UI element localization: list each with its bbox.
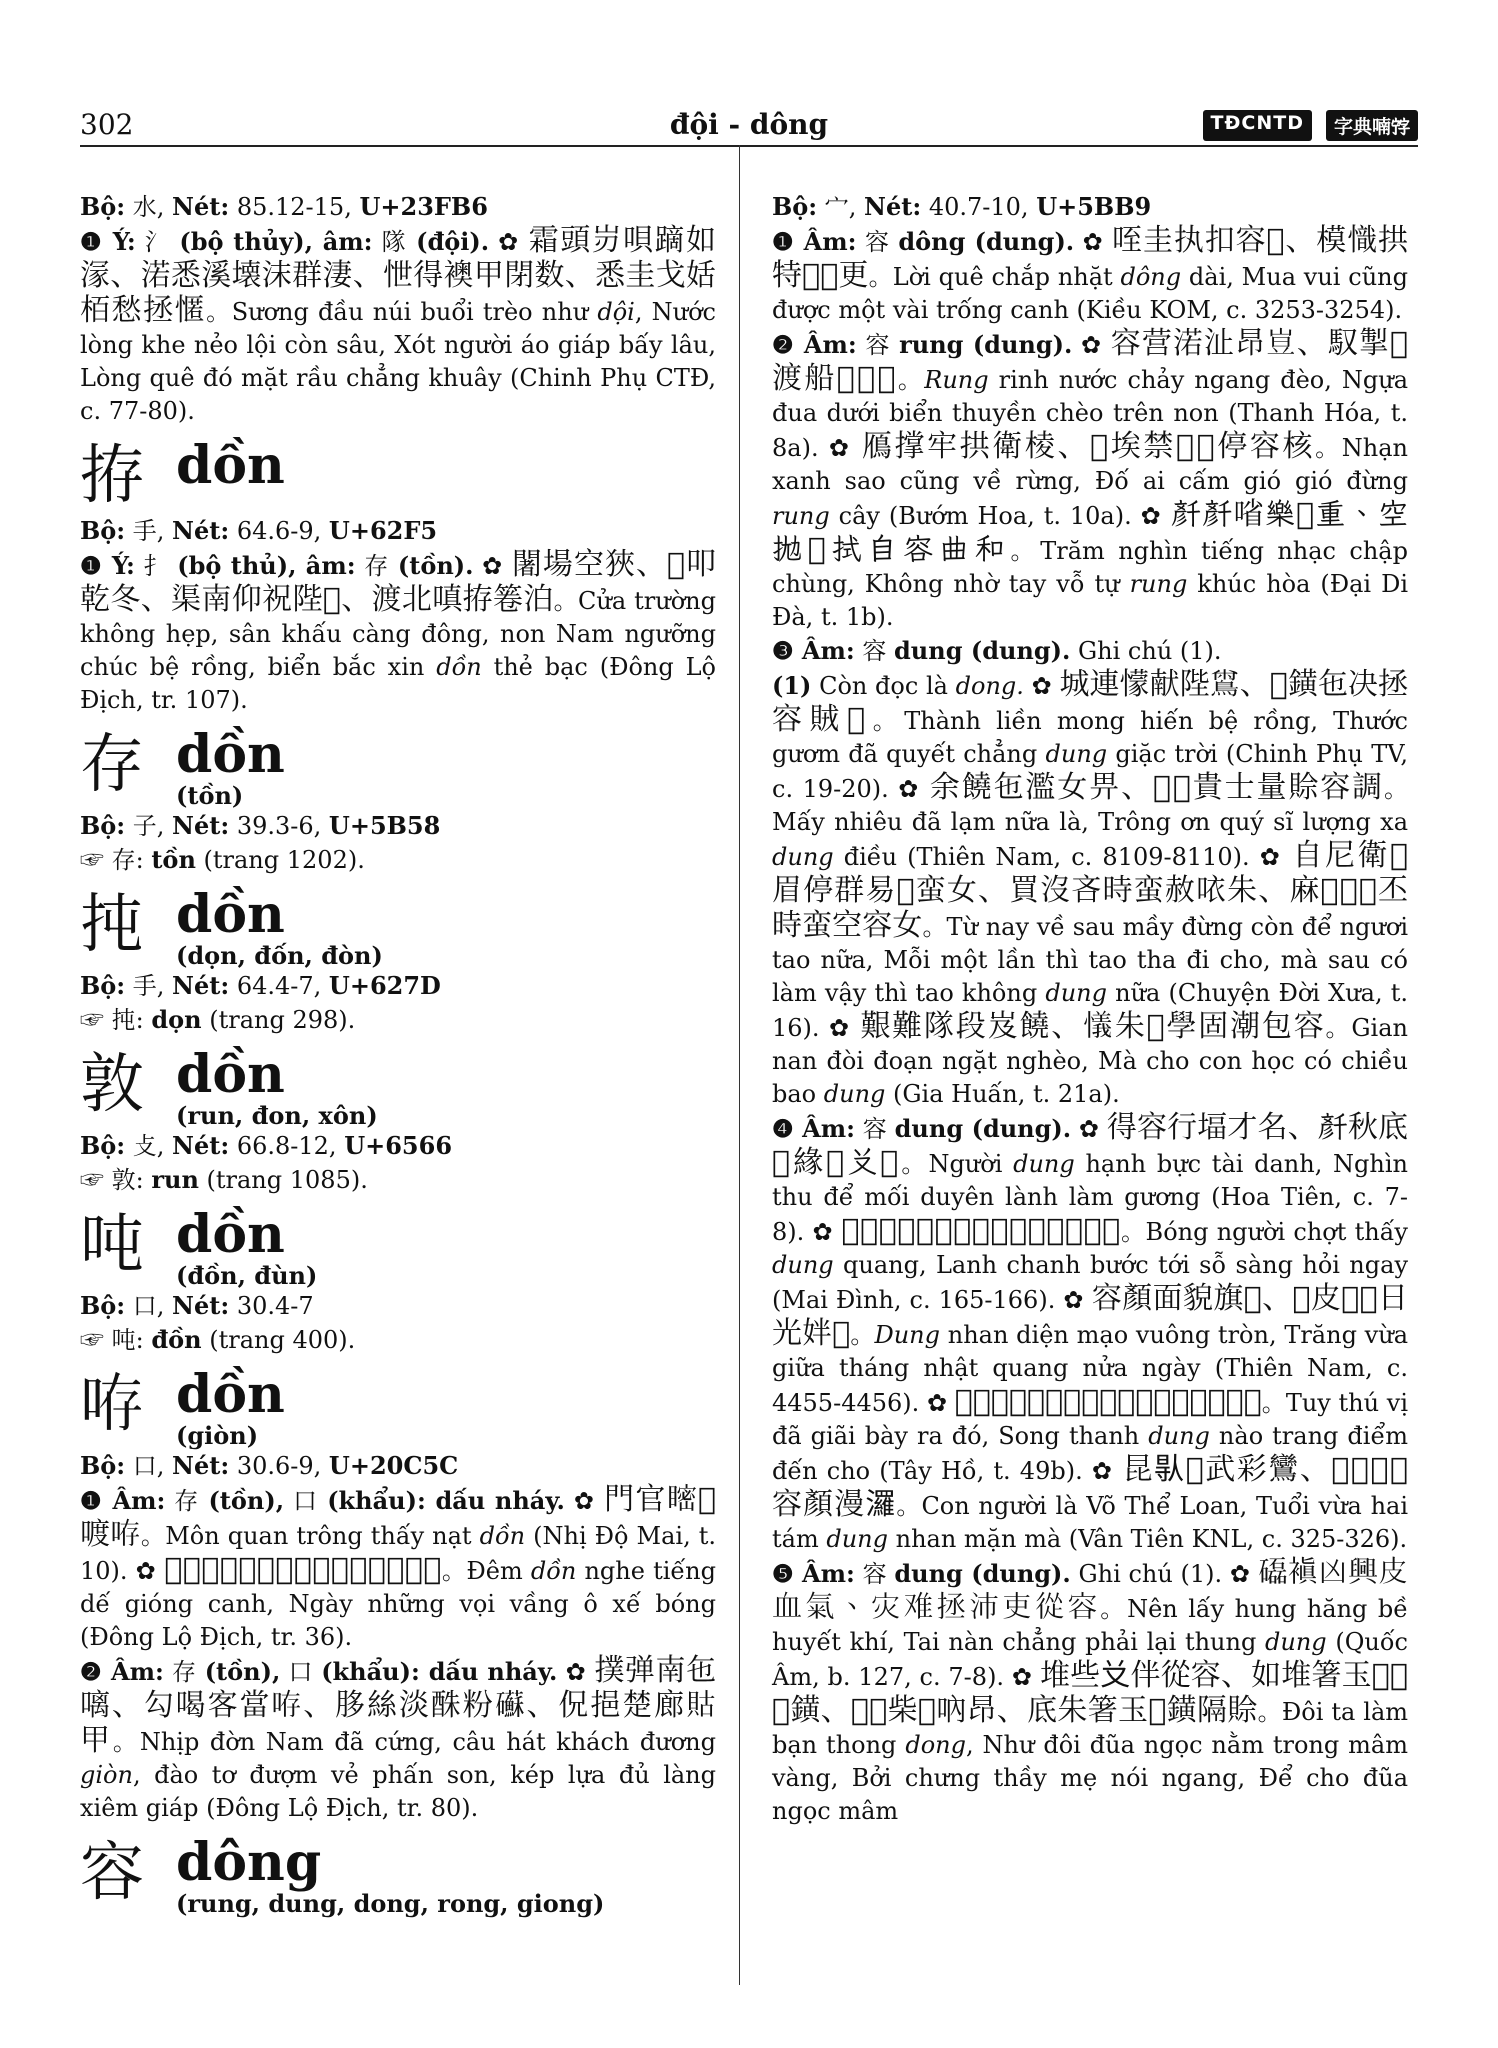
- entry-paragraph: ❶ Ý: 氵 (bộ thủy), âm: 隊 (đội). ✿ 霜頭岃唄蹢如溕、渃悉溪壊沫群淒、怈得襖甲閉数、悉圭戈姡栢愁拯㥾。Sương đầu núi buổi trèo như dội, Nước lòng khe nẻo lội còn sâu, Xót người áo giáp bấy lâu, Lòng quê đó mặt rầu chẳng khuây (Chinh Phụ CTĐ, c. 77-80).: [80, 223, 716, 425]
- headword-reading: dồn: [176, 1204, 285, 1265]
- headword-character: 存: [80, 728, 144, 802]
- entry-paragraph: ❷ Âm: 存 (tồn), 口 (khẩu): dấu nháy. ✿ 撲弹南㐌𠻗、勾喝客當𠱜、䏧絲淡䣷粉𥗹、㑆挹楚廊𧵑甲。Nhịp đờn Nam đã cứng, câu hát khách đương giòn, đào tơ đượm vẻ phấn son, kép lựa đủ làng xiêm giáp (Đông Lộ Địch, tr. 80).: [80, 1653, 717, 1822]
- headword-character: 𠱜: [80, 1368, 144, 1442]
- page-title: đội - dông: [669, 108, 829, 141]
- entry-paragraph: Bộ: 攴, Nét: 66.8-12, U+6566: [80, 1131, 453, 1160]
- entry-paragraph: ❷ Âm: 容 rung (dung). ✿ 容营渃沚昂𡸈、馭掣𣾺渡船𢹣𨒺𡶀。Rung rinh nước chảy ngang đèo, Ngựa đua dưới biển thuyền chèo trên non (Thanh Hóa, t. 8a). ✿ 鴈撑牢拱衛棱、𡛔埃禁𩙍𩙍停容核。Nhạn xanh sao cũng về rừng, Đố ai cấm gió gió đừng rung cây (Bướm Hoa, t. 10a). ✿ 𠦳𠦳㗂樂𤈞重、空拋𢬣拭自容曲和。Trăm nghìn tiếng nhạc chập chùng, Không nhờ tay vỗ tự rung khúc hòa (Đại Di Đà, t. 1b).: [772, 326, 1409, 631]
- tdcntd-badge: TĐCNTD: [1203, 110, 1312, 141]
- headword-entry: [80, 724, 716, 810]
- headword-entry: [80, 1364, 716, 1450]
- entry-paragraph: ❶ Âm: 存 (tồn), 口 (khẩu): dấu nháy. ✿ 門官𥉴𧡊喥𠱜。Môn quan trông thấy nạt dồn (Nhị Độ Mai, t. 10). ✿ 𣎀𠱜𦖻㗂蟡𠾕更、㝵仍𠿯暈烏𡗶膵。Đêm dồn nghe tiếng dế gióng canh, Ngày những vọi vầng ô xế bóng (Đông Lộ Địch, tr. 36).: [80, 1482, 717, 1651]
- right-column: [772, 190, 1408, 1828]
- entry-paragraph: Bộ: 口, Nét: 30.4-7: [80, 1291, 314, 1320]
- headword-entry: [80, 435, 716, 514]
- header-badges: [1203, 110, 1418, 141]
- headword-entry: [80, 884, 716, 970]
- entry-paragraph: Bộ: 子, Nét: 39.3-6, U+5B58: [80, 811, 441, 840]
- alternate-readings: (run, đon, xôn): [176, 1101, 378, 1130]
- headword-reading: dồn: [176, 435, 285, 496]
- entry-paragraph: Bộ: 宀, Nét: 40.7-10, U+5BB9: [772, 192, 1152, 221]
- entry-paragraph: Bộ: 水, Nét: 85.12-15, U+23FB6: [80, 192, 488, 221]
- entry-paragraph: ❺ Âm: 容 dung (dung). Ghi chú (1). ✿ 𥗐𧜖凶興皮血氣、灾难拯沛吏從容。Nên lấy hung hăng bề huyết khí, Tai nàn chẳng phải lại thung dung (Quốc Âm, b. 127, c. 7-8). ✿ 堆些𠬠伴從容、如堆箸玉𦣰𨕭𥺹鐄、𩈘𢀨柴𡛔吶昂、底朱箸玉𥺹鐄隔賒。Đôi ta làm bạn thong dong, Như đôi đũa ngọc nằm trong mâm vàng, Bởi chưng thầy mẹ nói ngang, Để cho đũa ngọc mâm: [772, 1555, 1409, 1825]
- headword-character: 拵: [80, 439, 144, 513]
- entry-paragraph: Bộ: 手, Nét: 64.6-9, U+62F5: [80, 516, 438, 545]
- headword-entry: [80, 1044, 716, 1130]
- headword-reading: dồn: [176, 1044, 285, 1105]
- headword-entry: [80, 1204, 716, 1290]
- alternate-readings: (tồn): [176, 781, 244, 810]
- headword-character: 敦: [80, 1048, 144, 1122]
- entry-paragraph: ❸ Âm: 容 dung (dung). Ghi chú (1).: [772, 636, 1222, 665]
- alternate-readings: (giòn): [176, 1421, 259, 1450]
- entry-paragraph: (1) Còn đọc là dong. ✿ 城連懞献陛𪂟、𢫝鐄㐌决拯容賊𡗶。Thành liền mong hiến bệ rồng, Thước gươm đã quyết chẳng dung giặc trời (Chinh Phụ TV, c. 19-20). ✿ 余饒㐌濫女畀、𩠠𢚸貴士量賒容調。Mấy nhiêu đã lạm nữa là, Trông ơn quý sĩ lượng xa dung điều (Thiên Nam, c. 8109-8110). ✿ 自尼衛𡢐眉停群易𣈜蛮女、買沒吝時蛮赦𠲖朱、麻𡢐𣠖𠬠丕時蛮空容女。Từ nay về sau mầy đừng còn để ngươi tao nữa, Mỗi một lần thì tao tha đi cho, mà sau có làm vậy thì tao không dung nữa (Chuyện Đời Xưa, t. 16). ✿ 艱難隊段岌饒、𢣂朱𫼳學固潮包容。Gian nan đòi đoạn ngặt nghèo, Mà cho con học có chiều bao dung (Gia Huấn, t. 21a).: [772, 667, 1409, 1108]
- headword-character: 容: [80, 1836, 144, 1910]
- entry-paragraph: ☞ 存: tồn (trang 1202).: [80, 845, 365, 874]
- left-column: [80, 190, 716, 1917]
- entry-paragraph: ❹ Âm: 容 dung (dung). ✿ 得容行堛才名、𠦳秋底𦀊緣𨢇𠬠𠢞。Người dung hạnh bực tài danh, Nghìn thu để mối duyên lành làm gương (Hoa Tiên, c. 7-8). ✿ 𩃳得秩𧡊容光、呤𠰳趴細𡃏床𠽄𠿂。Bóng người chợt thấy dung quang, Lanh chanh bước tới sỗ sàng hỏi ngay (Mai Đình, c. 165-166). ✿ 容顏面貌旗𨅸、𩈘皮𢩮𦝄日光姅𣋚。Dung nhan diện mạo vuông tròn, Trăng vừa giữa tháng nhật quang nửa ngày (Thiên Nam, c. 4455-4456). ✿ 𦑗趣味㐌𤎜排𠸠𡛔、双清容市粧點旦朱。Tuy thú vị đã giãi bày ra đó, Song thanh dung nào trang điểm đến cho (Tây Hồ, t. 49b). ✿ 昆𠊛𠳒武彩鸞、𨤔𢬣𦓡𠁾容顏漫𤄷。Con người là Võ Thể Loan, Tuổi vừa hai tám dung nhan mặn mà (Vân Tiên KNL, c. 325-326).: [772, 1110, 1409, 1553]
- entry-paragraph: ☞ 扽: dọn (trang 298).: [80, 1005, 356, 1034]
- nom-badge: 字典喃𡨸: [1326, 110, 1418, 141]
- headword-entry: [80, 1832, 716, 1918]
- headword-character: 扽: [80, 888, 144, 962]
- entry-paragraph: ❶ Âm: 容 dông (dung). ✿ 咥圭执扣容𨱽、模𢡠拱特𡗉𣈗更。Lời quê chắp nhặt dông dài, Mua vui cũng được một vài trống canh (Kiều KOM, c. 3253-3254).: [772, 223, 1408, 324]
- page-header: [80, 108, 1418, 148]
- page-number: 302: [80, 108, 134, 141]
- entry-paragraph: ☞ 敦: run (trang 1085).: [80, 1165, 368, 1194]
- headword-reading: dồn: [176, 884, 285, 945]
- headword-reading: dồn: [176, 724, 285, 785]
- headword-character: 吨: [80, 1208, 144, 1282]
- alternate-readings: (đồn, đùn): [176, 1261, 318, 1290]
- alternate-readings: (dọn, đốn, đòn): [176, 941, 383, 970]
- headword-reading: dông: [176, 1832, 322, 1893]
- entry-paragraph: Bộ: 手, Nét: 64.4-7, U+627D: [80, 971, 441, 1000]
- entry-paragraph: Bộ: 口, Nét: 30.6-9, U+20C5C: [80, 1451, 459, 1480]
- alternate-readings: (rung, dung, dong, rong, giong): [176, 1889, 605, 1918]
- header-rule: [80, 145, 1418, 147]
- entry-paragraph: ☞ 吨: đồn (trang 400).: [80, 1325, 356, 1354]
- headword-reading: dồn: [176, 1364, 285, 1425]
- column-divider: [739, 145, 740, 1985]
- entry-paragraph: ❶ Ý: 扌 (bộ thủ), âm: 存 (tồn). ✿ 闍場空狹、𡑝叩乾冬、渠南仰祝陛𪂟、渡北嗔拵箞泊。Cửa trường không hẹp, sân khấu càng đông, non Nam ngưỡng chúc bệ rồng, biển bắc xin dồn thẻ bạc (Đông Lộ Địch, tr. 107).: [80, 547, 716, 714]
